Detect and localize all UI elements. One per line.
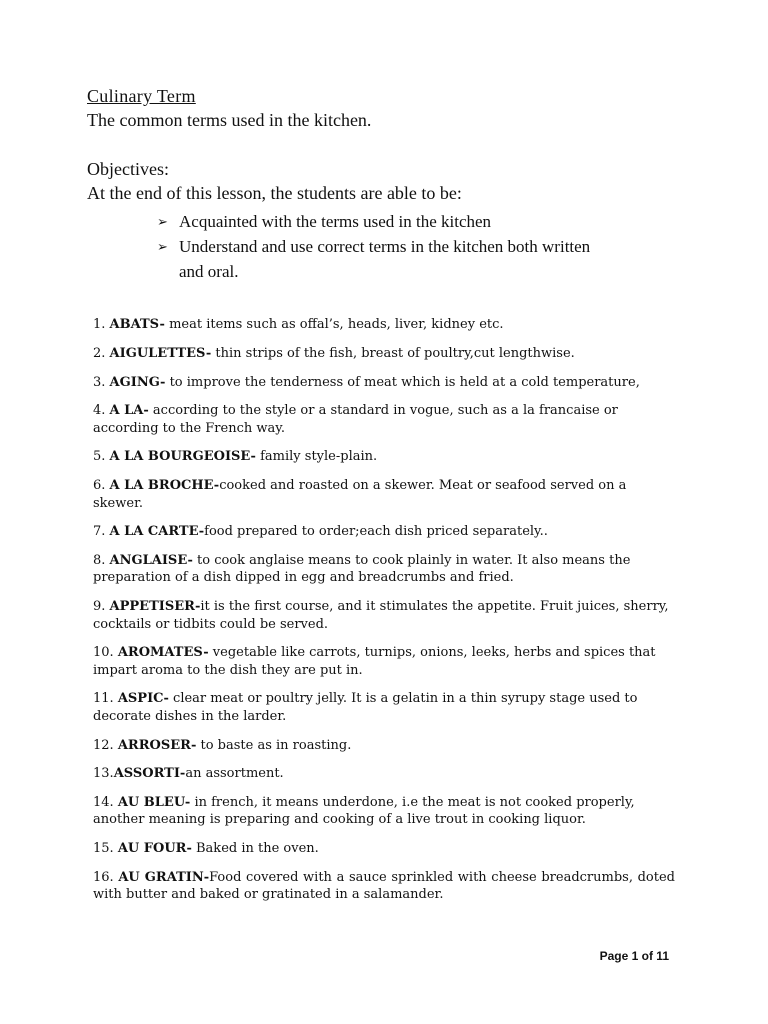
term-definition: to baste as in roasting. <box>196 737 352 753</box>
term-number: 12. <box>93 737 114 753</box>
objectives-list <box>157 209 617 284</box>
term-name: AU BLEU- <box>117 795 191 811</box>
term-entry <box>93 523 675 540</box>
term-number: 6. <box>93 478 106 494</box>
term-number: 13. <box>93 766 114 782</box>
objective-item <box>157 209 617 234</box>
term-name: A LA- <box>109 403 149 419</box>
page-title: Culinary Term <box>87 86 196 106</box>
term-definition: Baked in the oven. <box>191 841 319 857</box>
term-name: ASSORTI- <box>113 766 186 782</box>
term-entry <box>93 598 675 633</box>
term-definition: clear meat or poultry jelly. It is a gelatin in a thin syrupy stage used to decorate dishes in the larder. <box>93 691 638 724</box>
term-name: A LA BROCHE- <box>109 478 220 494</box>
arrow-bullet-icon: ➢ <box>157 214 168 229</box>
term-number: 5. <box>93 449 106 465</box>
term-name: ARROSER- <box>117 737 197 753</box>
term-name: APPETISER- <box>109 599 201 615</box>
term-definition: in french, it means underdone, i.e the meat is not cooked properly, another meaning is preparing and cooking of a live trout in cooking liquor. <box>93 795 635 828</box>
term-entry <box>93 765 675 782</box>
term-entry <box>93 794 675 829</box>
term-definition: to cook anglaise means to cook plainly in water. It also means the preparation of a dish dipped in egg and breadcrumbs and fried. <box>93 553 631 586</box>
term-number: 2. <box>93 345 106 361</box>
term-number: 8. <box>93 553 106 569</box>
term-entry <box>93 552 675 587</box>
term-definition: vegetable like carrots, turnips, onions, leeks, herbs and spices that impart aroma to the dish they are put in. <box>93 645 656 678</box>
term-name: AU FOUR- <box>117 841 192 857</box>
term-entry <box>93 477 675 512</box>
term-definition: an assortment. <box>185 766 284 782</box>
term-entry <box>93 690 675 725</box>
term-entry <box>93 869 675 904</box>
objectives-heading: Objectives: <box>87 159 169 179</box>
term-number: 3. <box>93 374 106 390</box>
term-entry <box>93 644 675 679</box>
term-name: AIGULETTES- <box>109 345 212 361</box>
term-definition: to improve the tenderness of meat which is held at a cold temperature, <box>165 374 640 390</box>
objective-item <box>157 234 617 284</box>
term-name: A LA CARTE- <box>109 524 205 540</box>
term-name: ANGLAISE- <box>109 553 193 569</box>
term-definition: meat items such as offal’s, heads, liver, kidney etc. <box>164 317 504 332</box>
term-number: 1. <box>93 317 106 332</box>
term-name: AROMATES- <box>117 645 209 661</box>
term-number: 9. <box>93 599 106 615</box>
page-number: Page 1 of 11 <box>599 949 669 963</box>
term-name: ASPIC- <box>117 691 169 707</box>
term-definition: family style-plain. <box>255 449 378 465</box>
term-definition: according to the style or a standard in vogue, such as a la francaise or according to the French way. <box>93 403 618 436</box>
term-number: 7. <box>93 524 106 540</box>
term-entry <box>93 448 675 465</box>
term-entry <box>93 316 675 333</box>
term-entry <box>93 840 675 857</box>
objective-text: Understand and use correct terms in the kitchen both written and oral. <box>179 237 591 281</box>
arrow-bullet-icon: ➢ <box>157 239 168 254</box>
term-number: 14. <box>93 795 114 811</box>
page-subtitle: The common terms used in the kitchen. <box>87 110 372 130</box>
objectives-intro: At the end of this lesson, the students are able to be: <box>87 183 462 203</box>
terms-list <box>93 316 675 915</box>
term-definition: thin strips of the fish, breast of poultry,cut lengthwise. <box>211 345 575 361</box>
objective-text: Acquainted with the terms used in the kitchen <box>179 212 492 231</box>
term-number: 4. <box>93 403 106 419</box>
term-definition: it is the first course, and it stimulates the appetite. Fruit juices, sherry, cocktails or tidbits could be served. <box>93 599 669 632</box>
term-entry <box>93 737 675 754</box>
term-name: AGING- <box>109 374 166 390</box>
term-number: 15. <box>93 841 114 857</box>
term-number: 16. <box>93 870 114 886</box>
term-number: 10. <box>93 645 114 661</box>
term-number: 11. <box>93 691 114 707</box>
term-name: AU GRATIN- <box>118 870 210 886</box>
term-definition: Food covered with a sauce sprinkled with cheese breadcrumbs, doted with butter and baked or gratinated in a salamander. <box>93 870 675 903</box>
term-entry <box>93 402 675 437</box>
term-entry <box>93 374 675 391</box>
term-definition: food prepared to order;each dish priced separately.. <box>204 524 548 540</box>
term-entry <box>93 345 675 362</box>
term-name: A LA BOURGEOISE- <box>109 449 256 465</box>
term-name: ABATS- <box>109 317 165 332</box>
term-definition: cooked and roasted on a skewer. Meat or seafood served on a skewer. <box>93 478 627 511</box>
